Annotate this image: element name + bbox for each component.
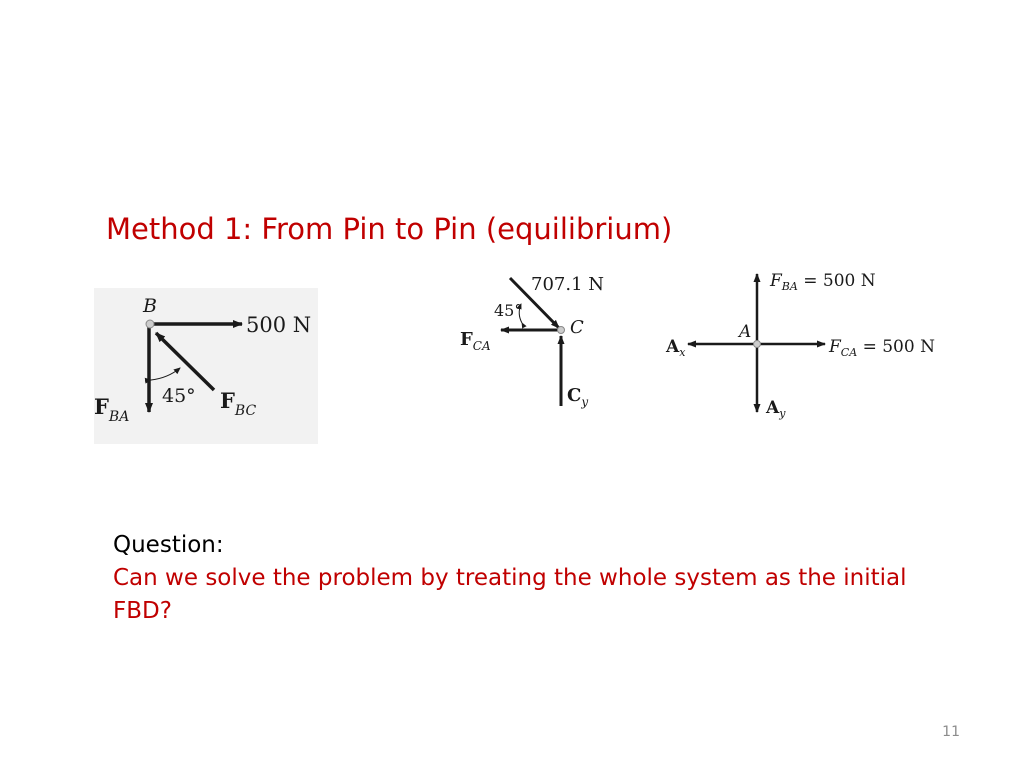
fba-label-sub: BA	[108, 409, 130, 425]
point-label-b: B	[143, 295, 157, 317]
fbc-label-sub: BC	[234, 403, 257, 419]
force-500n-label: 500 N	[246, 313, 312, 337]
fbd-pin-a	[662, 266, 962, 426]
fbd-pin-c	[455, 268, 615, 413]
cy-label	[567, 385, 588, 409]
slide-title: Method 1: From Pin to Pin (equilibrium)	[106, 212, 673, 246]
fca-label	[460, 329, 491, 353]
fba-value: = 500 N	[797, 271, 876, 291]
fca-label-sub: CA	[472, 339, 491, 353]
fba-label-main: F	[770, 271, 782, 291]
point-label-a: A	[739, 322, 752, 342]
force-7071-label: 707.1 N	[531, 274, 605, 295]
cy-label-sub: y	[581, 395, 589, 409]
pin-b-joint	[146, 320, 154, 328]
fca-label-main: F	[829, 337, 841, 357]
angle-label: 45°	[494, 301, 523, 320]
ax-label-main: A	[666, 337, 680, 357]
fbc-label-main: F	[220, 388, 235, 413]
ay-label-main: A	[766, 398, 780, 418]
fca-label	[828, 337, 935, 359]
ax-label	[665, 337, 686, 359]
page-number: 11	[942, 724, 960, 740]
cy-label-main: C	[567, 385, 582, 406]
pin-a-joint	[754, 341, 761, 348]
question-text: Can we solve the problem by treating the whole system as the initial FBD?	[113, 565, 907, 624]
point-label-c: C	[570, 317, 584, 338]
fca-label-main: F	[460, 329, 473, 350]
angle-label: 45°	[162, 385, 196, 407]
question-block	[113, 529, 933, 628]
fba-label-sub: BA	[781, 280, 798, 293]
ay-label	[765, 398, 786, 420]
ay-label-sub: y	[779, 407, 786, 420]
fba-label-main: F	[94, 394, 109, 419]
fbd-pin-b	[94, 288, 318, 444]
pin-c-joint	[558, 327, 565, 334]
fca-value: = 500 N	[857, 337, 935, 357]
fba-label	[769, 271, 876, 293]
ax-label-sub: x	[679, 346, 686, 359]
question-label: Question:	[113, 532, 224, 558]
fca-label-sub: CA	[840, 346, 858, 359]
